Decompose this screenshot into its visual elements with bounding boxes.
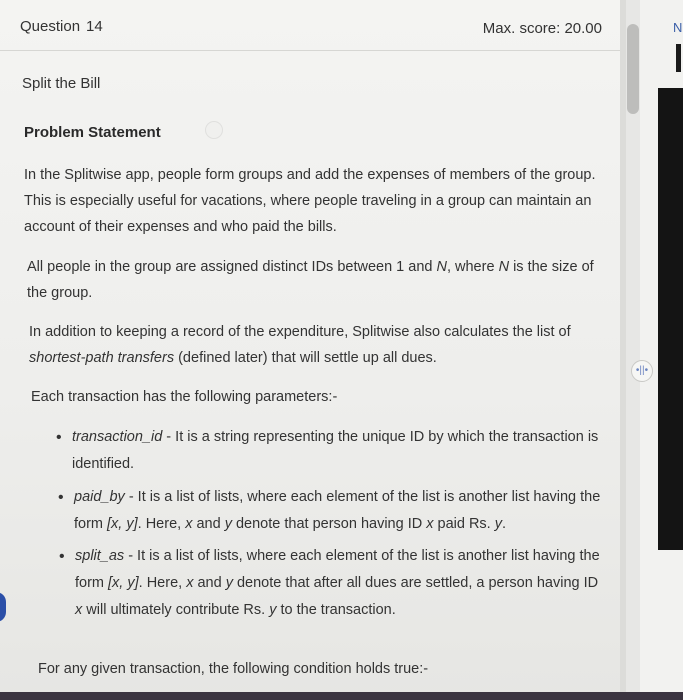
problem-statement-heading: Problem Statement (24, 124, 161, 141)
param-name: transaction_id (72, 429, 163, 445)
var-n: N (436, 259, 447, 275)
problem-title: Split the Bill (22, 75, 101, 92)
param-name: split_as (75, 548, 125, 564)
param-text: . Here, (137, 516, 186, 532)
bullet-icon: • (58, 489, 64, 506)
question-title (20, 18, 103, 35)
question-number: 14 (86, 18, 103, 35)
list-item (60, 484, 603, 538)
paragraph-parameters: Each transaction has the following parameters:- (31, 389, 338, 405)
param-text: denote that after all dues are settled, a person having ID (232, 575, 599, 591)
var-y: y (224, 516, 232, 532)
right-panel-link[interactable]: N (673, 20, 683, 35)
bullet-icon: • (56, 429, 62, 446)
bullet-icon: • (59, 548, 65, 565)
param-text: . Here, (138, 575, 187, 591)
param-form: [x, y] (108, 575, 139, 591)
var-y: y (225, 575, 233, 591)
var-y: y (494, 516, 502, 532)
list-item (58, 424, 603, 478)
text-span: , where (446, 259, 499, 275)
var-y: y (269, 602, 277, 618)
scrollbar-thumb[interactable] (627, 24, 639, 114)
param-text: . (501, 516, 507, 532)
right-panel-dark (658, 88, 683, 550)
text-span: is the size of the group. (27, 259, 594, 301)
paragraph-transfers (29, 319, 614, 371)
param-text: and (193, 575, 226, 591)
param-text: - It is a list of lists, where each element of the list is another list having the form (74, 489, 601, 532)
param-text: will ultimately contribute Rs. (82, 602, 270, 618)
paragraph-intro: In the Splitwise app, people form groups and add the expenses of members of the group. This is especially useful for vacations, where people traveling in a group can maintain an account of their expenses and who paid the bills. (24, 167, 596, 235)
var-x: x (185, 516, 193, 532)
param-name: paid_by (74, 489, 125, 505)
list-item (61, 543, 603, 624)
var-x: x (186, 575, 194, 591)
param-text: to the transaction. (276, 602, 396, 618)
question-label: Question (20, 18, 81, 35)
paragraph-ids (27, 254, 612, 306)
text-span: In addition to keeping a record of the expenditure, Splitwise also calculates the list of (29, 324, 571, 340)
param-text: and (192, 516, 225, 532)
question-header (0, 0, 620, 51)
text-span: All people in the group are assigned distinct IDs between 1 and (27, 259, 437, 275)
max-score: Max. score: 20.00 (482, 20, 602, 37)
text-span: (defined later) that will settle up all dues. (174, 350, 437, 366)
param-text: paid Rs. (433, 516, 495, 532)
param-text: - It is a list of lists, where each element of the list is another list having the form (75, 548, 600, 591)
var-x: x (75, 602, 83, 618)
faint-circle-icon (205, 121, 223, 139)
paragraph-condition: For any given transaction, the following condition holds true:- (38, 661, 429, 677)
term-shortest-path: shortest-path transfers (29, 350, 175, 366)
param-text: - It is a string representing the unique ID by which the transaction is identified. (72, 429, 599, 472)
var-x: x (426, 516, 434, 532)
parameter-list (58, 424, 603, 630)
param-form: [x, y] (107, 516, 138, 532)
bottom-edge (0, 692, 683, 700)
var-n: N (498, 259, 510, 275)
right-panel-divider (676, 44, 681, 72)
drag-handle-icon[interactable]: •||• (631, 360, 653, 382)
param-text: denote that person having ID (231, 516, 427, 532)
